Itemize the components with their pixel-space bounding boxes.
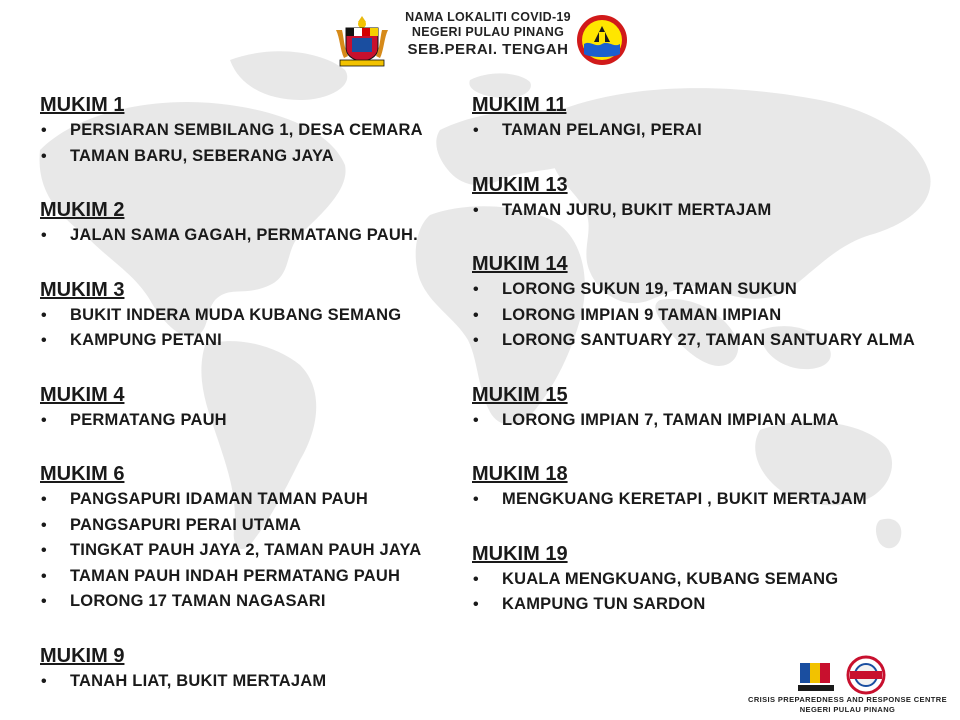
list-item (40, 303, 460, 329)
cprc-logos-icon (794, 655, 894, 695)
bullet: • (41, 332, 47, 349)
bullet: • (473, 332, 479, 349)
header-state: NEGERI PULAU PINANG (411, 25, 565, 39)
bullet: • (41, 567, 47, 585)
page-footer (740, 655, 955, 717)
locality-name: LORONG IMPIAN 7, TAMAN IMPIAN ALMA (502, 410, 839, 429)
list-item (472, 567, 952, 593)
bullet: • (473, 122, 479, 139)
mukim-title: MUKIM 3 (40, 278, 125, 301)
bullet: • (41, 306, 47, 324)
mukim-section (472, 92, 952, 144)
list-item (40, 223, 460, 249)
bullet: • (473, 491, 479, 508)
bullet: • (473, 411, 479, 429)
locality-list (472, 567, 952, 618)
locality-list (472, 277, 952, 354)
list-item (40, 118, 460, 144)
footer-org: CRISIS PREPAREDNESS AND RESPONSE CENTRE (748, 695, 947, 704)
mukim-title: MUKIM 4 (40, 383, 125, 406)
locality-list (40, 118, 460, 169)
bullet: • (41, 122, 47, 139)
locality-name: TAMAN BARU, SEBERANG JAYA (70, 146, 334, 165)
bullet: • (41, 542, 47, 559)
list-item (472, 592, 952, 618)
list-item (40, 144, 460, 170)
mukim-title: MUKIM 11 (472, 94, 567, 116)
mukim-title: MUKIM 1 (40, 94, 125, 116)
mukim-title: MUKIM 9 (40, 644, 125, 667)
locality-name: KAMPUNG PETANI (70, 331, 222, 349)
bullet: • (473, 570, 479, 588)
mukim-section (472, 251, 952, 354)
footer-state: NEGERI PULAU PINANG (799, 705, 896, 714)
mukim-title: MUKIM 18 (472, 463, 568, 485)
list-item (40, 538, 460, 564)
header-title-block (400, 10, 576, 60)
list-item (472, 408, 952, 434)
bullet: • (473, 596, 479, 613)
mukim-section (40, 197, 460, 249)
mukim-section (40, 643, 460, 695)
bullet: • (41, 227, 47, 244)
mukim-title: MUKIM 6 (40, 463, 125, 485)
mukim-title: MUKIM 2 (40, 199, 125, 221)
mukim-section (472, 172, 952, 224)
list-item (40, 564, 460, 590)
header-title: NAMA LOKALITI COVID-19 (405, 10, 571, 24)
bullet: • (473, 306, 479, 324)
locality-name: LORONG SUKUN 19, TAMAN SUKUN (502, 280, 797, 298)
bullet: • (41, 147, 47, 165)
left-column (40, 92, 460, 694)
locality-name: JALAN SAMA GAGAH, PERMATANG PAUH. (70, 226, 418, 244)
locality-name: PERMATANG PAUH (70, 410, 227, 429)
bullet: • (41, 491, 47, 508)
locality-list (40, 303, 460, 354)
mukim-section (472, 461, 952, 513)
locality-list (472, 487, 952, 513)
list-item (472, 118, 952, 144)
locality-list (40, 223, 460, 249)
locality-name: KUALA MENGKUANG, KUBANG SEMANG (502, 569, 839, 588)
locality-list (40, 408, 460, 434)
locality-name: PANGSAPURI PERAI UTAMA (70, 515, 302, 534)
bullet: • (473, 281, 479, 298)
locality-name: KAMPUNG TUN SARDON (502, 595, 706, 613)
list-item (472, 277, 952, 303)
list-item (472, 328, 952, 354)
locality-name: MENGKUANG KERETAPI , BUKIT MERTAJAM (502, 490, 867, 508)
mukim-title: MUKIM 13 (472, 173, 568, 196)
locality-name: TAMAN PELANGI, PERAI (502, 121, 702, 139)
list-item (40, 408, 460, 434)
bullet: • (473, 201, 479, 219)
bullet: • (41, 672, 47, 690)
list-item (472, 303, 952, 329)
locality-name: BUKIT INDERA MUDA KUBANG SEMANG (70, 305, 402, 324)
locality-name: TANAH LIAT, BUKIT MERTAJAM (70, 671, 327, 690)
locality-name: PERSIARAN SEMBILANG 1, DESA CEMARA (70, 121, 423, 139)
bullet: • (41, 411, 47, 429)
locality-list (40, 487, 460, 615)
locality-name: TAMAN JURU, BUKIT MERTAJAM (502, 200, 772, 219)
locality-name: LORONG IMPIAN 9 TAMAN IMPIAN (502, 305, 782, 324)
bullet: • (41, 516, 47, 534)
mukim-section (472, 541, 952, 618)
mukim-section (472, 382, 952, 434)
locality-name: TAMAN PAUH INDAH PERMATANG PAUH (70, 566, 401, 585)
header-district: SEB.PERAI. TENGAH (407, 41, 569, 58)
locality-name: PANGSAPURI IDAMAN TAMAN PAUH (70, 490, 369, 508)
locality-list (472, 118, 952, 144)
locality-list (472, 408, 952, 434)
mukim-section (40, 382, 460, 434)
mukim-section (40, 277, 460, 354)
mukim-section (40, 461, 460, 615)
mukim-section (40, 92, 460, 169)
right-column (472, 92, 952, 618)
list-item (40, 328, 460, 354)
locality-list (472, 198, 952, 224)
list-item (40, 589, 460, 615)
list-item (40, 669, 460, 695)
mukim-title: MUKIM 15 (472, 383, 568, 406)
locality-name: LORONG SANTUARY 27, TAMAN SANTUARY ALMA (502, 331, 915, 349)
list-item (472, 487, 952, 513)
page-header (330, 8, 630, 70)
mukim-title: MUKIM 19 (472, 542, 568, 565)
list-item (40, 487, 460, 513)
bullet: • (41, 593, 47, 610)
mukim-title: MUKIM 14 (472, 253, 568, 275)
malaysia-coat-of-arms-icon (330, 12, 394, 68)
locality-name: LORONG 17 TAMAN NAGASARI (70, 592, 326, 610)
seberang-perai-seal-icon (576, 14, 628, 66)
locality-name: TINGKAT PAUH JAYA 2, TAMAN PAUH JAYA (70, 541, 422, 559)
list-item (40, 513, 460, 539)
list-item (472, 198, 952, 224)
locality-list (40, 669, 460, 695)
footer-text (740, 695, 955, 715)
